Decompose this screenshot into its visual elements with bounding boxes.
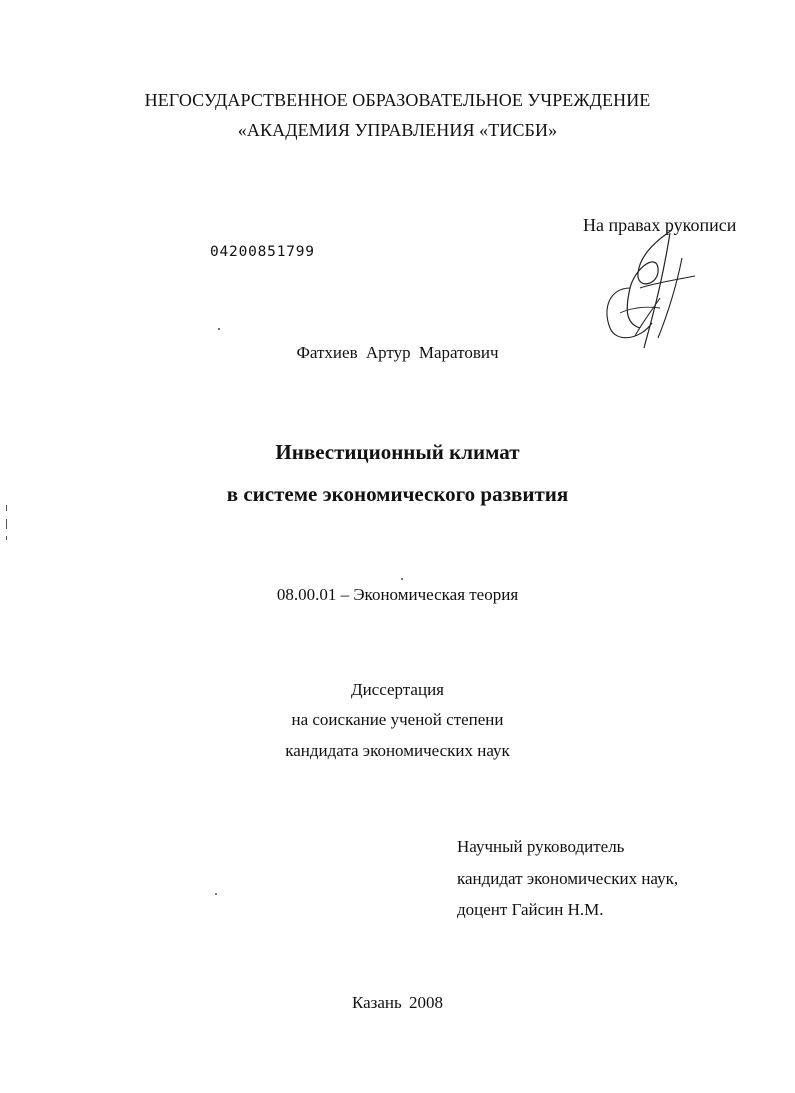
degree-line-2: на соискание ученой степени	[291, 710, 504, 729]
supervisor-line-1: Научный руководитель	[457, 837, 625, 856]
specialty: 08.00.01 – Экономическая теория	[276, 585, 519, 604]
supervisor-line-3: доцент Гайсин Н.М.	[457, 900, 604, 919]
scan-speck	[401, 578, 403, 580]
manuscript-note: На правах рукописи	[583, 215, 737, 235]
title-line-2: в системе экономического развития	[226, 482, 569, 506]
registration-number: 04200851799	[210, 244, 315, 260]
author-name: Фатхиев Артур Маратович	[296, 343, 499, 362]
degree-line-3: кандидата экономических наук	[285, 741, 510, 760]
place-year: Казань 2008	[351, 993, 444, 1012]
institution-line-2: «АКАДЕМИЯ УПРАВЛЕНИЯ «ТИСБИ»	[237, 120, 558, 140]
title-line-1: Инвестиционный климат	[275, 440, 520, 464]
scan-speck	[218, 328, 220, 330]
margin-mark	[6, 519, 7, 529]
scan-speck	[215, 893, 217, 895]
signature	[600, 228, 705, 358]
margin-mark	[6, 505, 7, 511]
degree-line-1: Диссертация	[350, 680, 444, 699]
margin-mark	[6, 536, 7, 540]
institution-line-1: НЕГОСУДАРСТВЕННОЕ ОБРАЗОВАТЕЛЬНОЕ УЧРЕЖДЕНИЕ	[144, 90, 651, 110]
supervisor-line-2: кандидат экономических наук,	[457, 869, 679, 888]
